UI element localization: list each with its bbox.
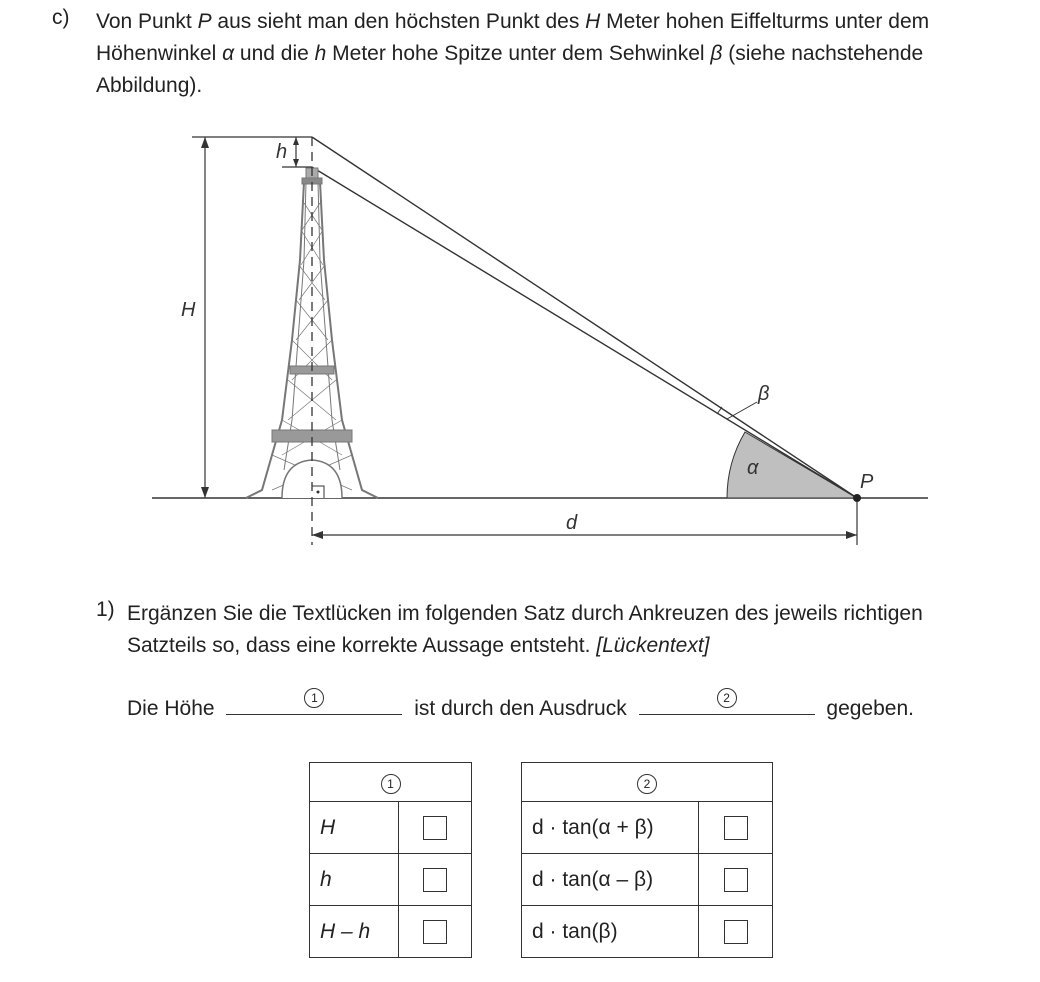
subtask-type-note: [Lückentext]	[596, 634, 710, 657]
table-1-marker: 1	[381, 774, 401, 794]
gap-2-marker: 2	[717, 688, 737, 708]
table-1-checkbox-cell-2	[399, 854, 472, 906]
intro-part: Von Punkt	[96, 10, 198, 33]
table-row	[522, 854, 773, 906]
sight-line-top	[312, 137, 857, 498]
table-row	[522, 802, 773, 854]
intro-part: aus sieht man den höchsten Punkt des	[211, 10, 586, 33]
intro-var-alpha: α	[222, 42, 235, 65]
sight-line-tip-base	[312, 167, 857, 498]
intro-var-h: h	[314, 42, 327, 65]
table-2-checkbox-3[interactable]	[724, 920, 748, 944]
table-1-checkbox-1[interactable]	[423, 816, 447, 840]
beta-pointer	[727, 402, 757, 419]
intro-part: (siehe nachstehende Abbildung).	[96, 42, 924, 97]
choice-table-1	[309, 762, 472, 958]
table-2-option-3: d · tan(β)	[522, 906, 699, 958]
gap-sentence-part3: gegeben.	[826, 697, 914, 720]
intro-part: und die	[234, 42, 315, 65]
table-1-checkbox-3[interactable]	[423, 920, 447, 944]
intro-part: Meter hohe Spitze unter dem Sehwinkel	[326, 42, 711, 65]
table-2-checkbox-2[interactable]	[724, 868, 748, 892]
table-2-checkbox-cell-3	[699, 906, 773, 958]
intro-var-P: P	[197, 10, 212, 33]
subtask-number: 1)	[96, 598, 115, 621]
table-1-option-1: H	[310, 802, 399, 854]
gap-2-blank	[639, 690, 815, 715]
table-row	[310, 854, 472, 906]
label-d: d	[566, 512, 578, 534]
subtask-instruction: Ergänzen Sie die Textlücken im folgenden Satz durch Ankreuzen des jeweils richtigen Satzteils so, dass eine korrekte Aussage entsteht.	[127, 602, 923, 657]
beta-tick	[717, 407, 722, 414]
point-P	[853, 494, 861, 502]
label-H: H	[181, 299, 196, 321]
table-2-checkbox-cell-2	[699, 854, 773, 906]
intro-var-H: H	[585, 10, 601, 33]
gap-1-marker: 1	[304, 688, 324, 708]
table-row	[310, 906, 472, 958]
table-2-marker: 2	[637, 774, 657, 794]
label-beta: β	[758, 383, 770, 405]
label-alpha: α	[747, 457, 759, 479]
table-2-option-2: d · tan(α – β)	[522, 854, 699, 906]
H-arrow-top	[201, 137, 209, 148]
gap-sentence-part1: Die Höhe	[127, 697, 215, 720]
table-1-checkbox-cell-1	[399, 802, 472, 854]
subtask-text	[127, 598, 1007, 662]
label-h: h	[276, 141, 288, 163]
table-2-checkbox-1[interactable]	[724, 816, 748, 840]
d-arrow-left	[312, 531, 323, 539]
h-arrow-bottom	[293, 159, 299, 167]
d-arrow-right	[846, 531, 857, 539]
table-1-option-3: H – h	[310, 906, 399, 958]
table-1-header	[310, 763, 472, 802]
intro-var-beta: β	[710, 42, 723, 65]
task-letter: c)	[52, 6, 70, 29]
h-arrow-top	[293, 137, 299, 145]
table-1-checkbox-2[interactable]	[423, 868, 447, 892]
label-P: P	[860, 471, 874, 493]
gap-1-blank	[226, 690, 402, 715]
task-intro	[96, 6, 996, 102]
table-2-option-1: d · tan(α + β)	[522, 802, 699, 854]
table-1-checkbox-cell-3	[399, 906, 472, 958]
choice-table-2	[521, 762, 773, 958]
eiffel-tower-figure	[0, 120, 1040, 560]
table-row	[522, 906, 773, 958]
table-2-checkbox-cell-1	[699, 802, 773, 854]
right-angle-dot	[317, 491, 320, 494]
gap-sentence	[127, 690, 914, 721]
table-2-header	[522, 763, 773, 802]
table-1-option-2: h	[310, 854, 399, 906]
table-row	[310, 802, 472, 854]
intro-part: Meter hohen Eiffelturms unter dem Höhenwinkel	[96, 10, 930, 65]
H-arrow-bottom	[201, 487, 209, 498]
gap-sentence-part2: ist durch den Ausdruck	[414, 697, 627, 720]
